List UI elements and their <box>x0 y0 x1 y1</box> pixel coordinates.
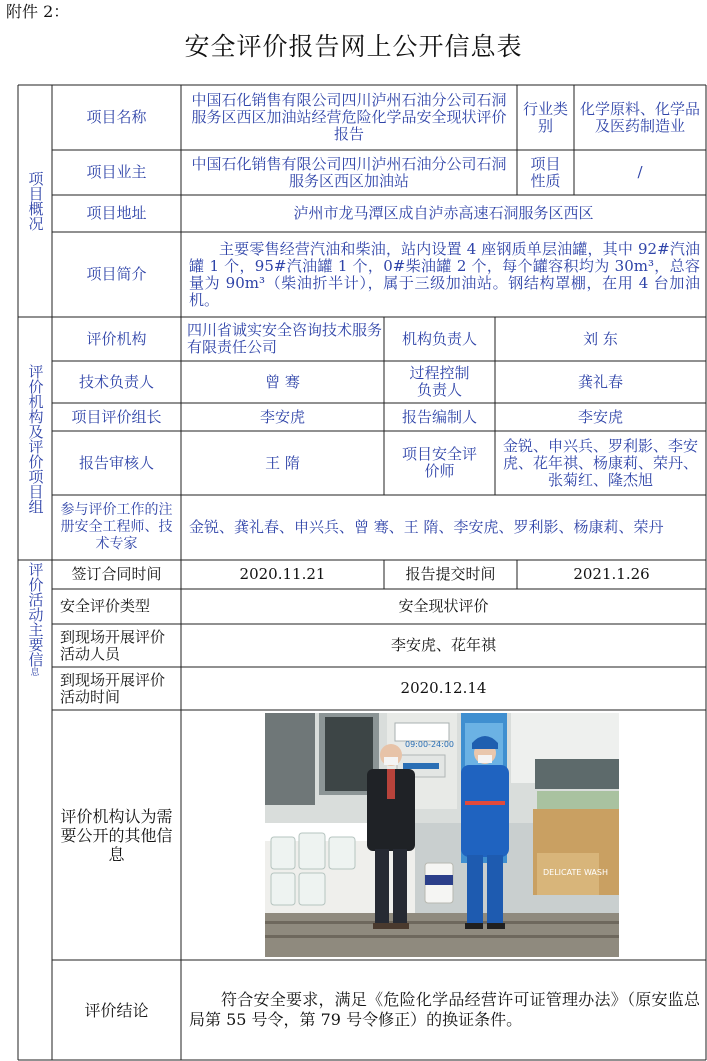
report-reviewer-value: 王 隋 <box>265 453 300 472</box>
team-leader-value: 李安虎 <box>259 407 305 426</box>
industry-value: 化学原料、化学品及医药制造业 <box>580 99 701 135</box>
project-intro-value <box>181 232 706 317</box>
attachment-label: 附件 2： <box>6 2 70 21</box>
industry-label: 行业类别 <box>523 99 569 135</box>
report-reviewer-label: 报告审核人 <box>78 453 154 472</box>
site-photo <box>265 713 619 957</box>
project-address-value: 泸州市龙马潭区成自泸赤高速石洞服务区西区 <box>293 204 594 222</box>
project-intro-text: 主要零售经营汽油和柴油，站内设置 4 座钢质单层油罐，其中 92#汽油罐 1 个，95#汽油罐 1 个，0#柴油罐 2 个，每个罐容积均为 30m³，总容量为 90m³（柴油折半计），属于三级加油站。钢结构罩棚，在用 4 台加油机。 <box>189 239 700 309</box>
project-name-value: 中国石化销售有限公司四川泸州石油分公司石洞服务区西区加油站经营危险化学品安全现状评价报告 <box>191 91 507 143</box>
section-evaluation-org: 评价机构及评价项目组 <box>26 363 45 514</box>
process-control-value: 龚礼春 <box>577 372 623 391</box>
tech-lead-value: 曾 骞 <box>265 372 300 391</box>
section-activity-label: 评价活动主要信 <box>26 562 45 667</box>
section-project-overview: 项目概况 <box>26 171 45 231</box>
agency-label: 评价机构 <box>86 329 147 348</box>
project-owner-label: 项目业主 <box>86 163 147 181</box>
experts-label: 参与评价工作的注册安全工程师、技术专家 <box>60 502 173 552</box>
report-author-label: 报告编制人 <box>401 407 477 426</box>
tech-lead-label: 技术负责人 <box>78 372 154 391</box>
site-photo-illustration <box>265 713 619 957</box>
onsite-staff-label: 到现场开展评价活动人员 <box>60 627 166 663</box>
section-activity-tail: 息 <box>30 668 40 678</box>
submit-date-label: 报告提交时间 <box>405 565 496 583</box>
conclusion-label: 评价结论 <box>84 1000 149 1020</box>
team-leader-label: 项目评价组长 <box>71 407 162 426</box>
onsite-date-value: 2020.12.14 <box>400 679 487 697</box>
section-evaluation-activity <box>18 560 52 730</box>
photo-box-text: DELICATE WASH <box>543 868 608 877</box>
report-author-value: 李安虎 <box>577 407 623 426</box>
safety-assessor-value: 金锐、申兴兵、罗利影、李安虎、花年祺、杨康莉、荣丹、张菊红、隆杰旭 <box>502 436 698 489</box>
experts-value: 金锐、龚礼春、申兴兵、曾 骞、王 隋、李安虎、罗利影、杨康莉、荣丹 <box>189 518 664 536</box>
project-nature-value: / <box>637 163 643 181</box>
project-address-label: 项目地址 <box>86 204 147 222</box>
agency-value: 四川省诚实安全咨询技术服务有限责任公司 <box>187 321 383 356</box>
other-info-label: 评价机构认为需要公开的其他信息 <box>60 806 173 864</box>
safety-assessor-label: 项目安全评价师 <box>401 445 477 480</box>
submit-date-value: 2021.1.26 <box>573 565 650 583</box>
process-control-label: 过程控制负责人 <box>409 364 470 399</box>
agency-head-value: 刘 东 <box>583 329 618 348</box>
project-name-label: 项目名称 <box>86 108 147 126</box>
onsite-date-label: 到现场开展评价活动时间 <box>60 670 166 706</box>
onsite-staff-value: 李安虎、花年祺 <box>390 636 496 654</box>
project-owner-value: 中国石化销售有限公司四川泸州石油分公司石洞服务区西区加油站 <box>191 154 507 190</box>
conclusion-text: 符合安全要求，满足《危险化学品经营许可证管理办法》（原安监总局第 55 号令，第 79 号令修正）的换证条件。 <box>189 990 700 1029</box>
contract-date-label: 签订合同时间 <box>71 565 162 583</box>
evaluation-type-label: 安全评价类型 <box>60 597 151 615</box>
conclusion-value <box>181 960 706 1060</box>
contract-date-value: 2020.11.21 <box>239 565 326 583</box>
project-nature-label: 项目性质 <box>530 154 561 190</box>
project-intro-label: 项目简介 <box>86 265 147 283</box>
page-title: 安全评价报告网上公开信息表 <box>184 32 523 61</box>
photo-sign-time: 09:00-24:00 <box>405 740 454 749</box>
agency-head-label: 机构负责人 <box>401 329 477 348</box>
evaluation-type-value: 安全现状评价 <box>398 597 489 615</box>
